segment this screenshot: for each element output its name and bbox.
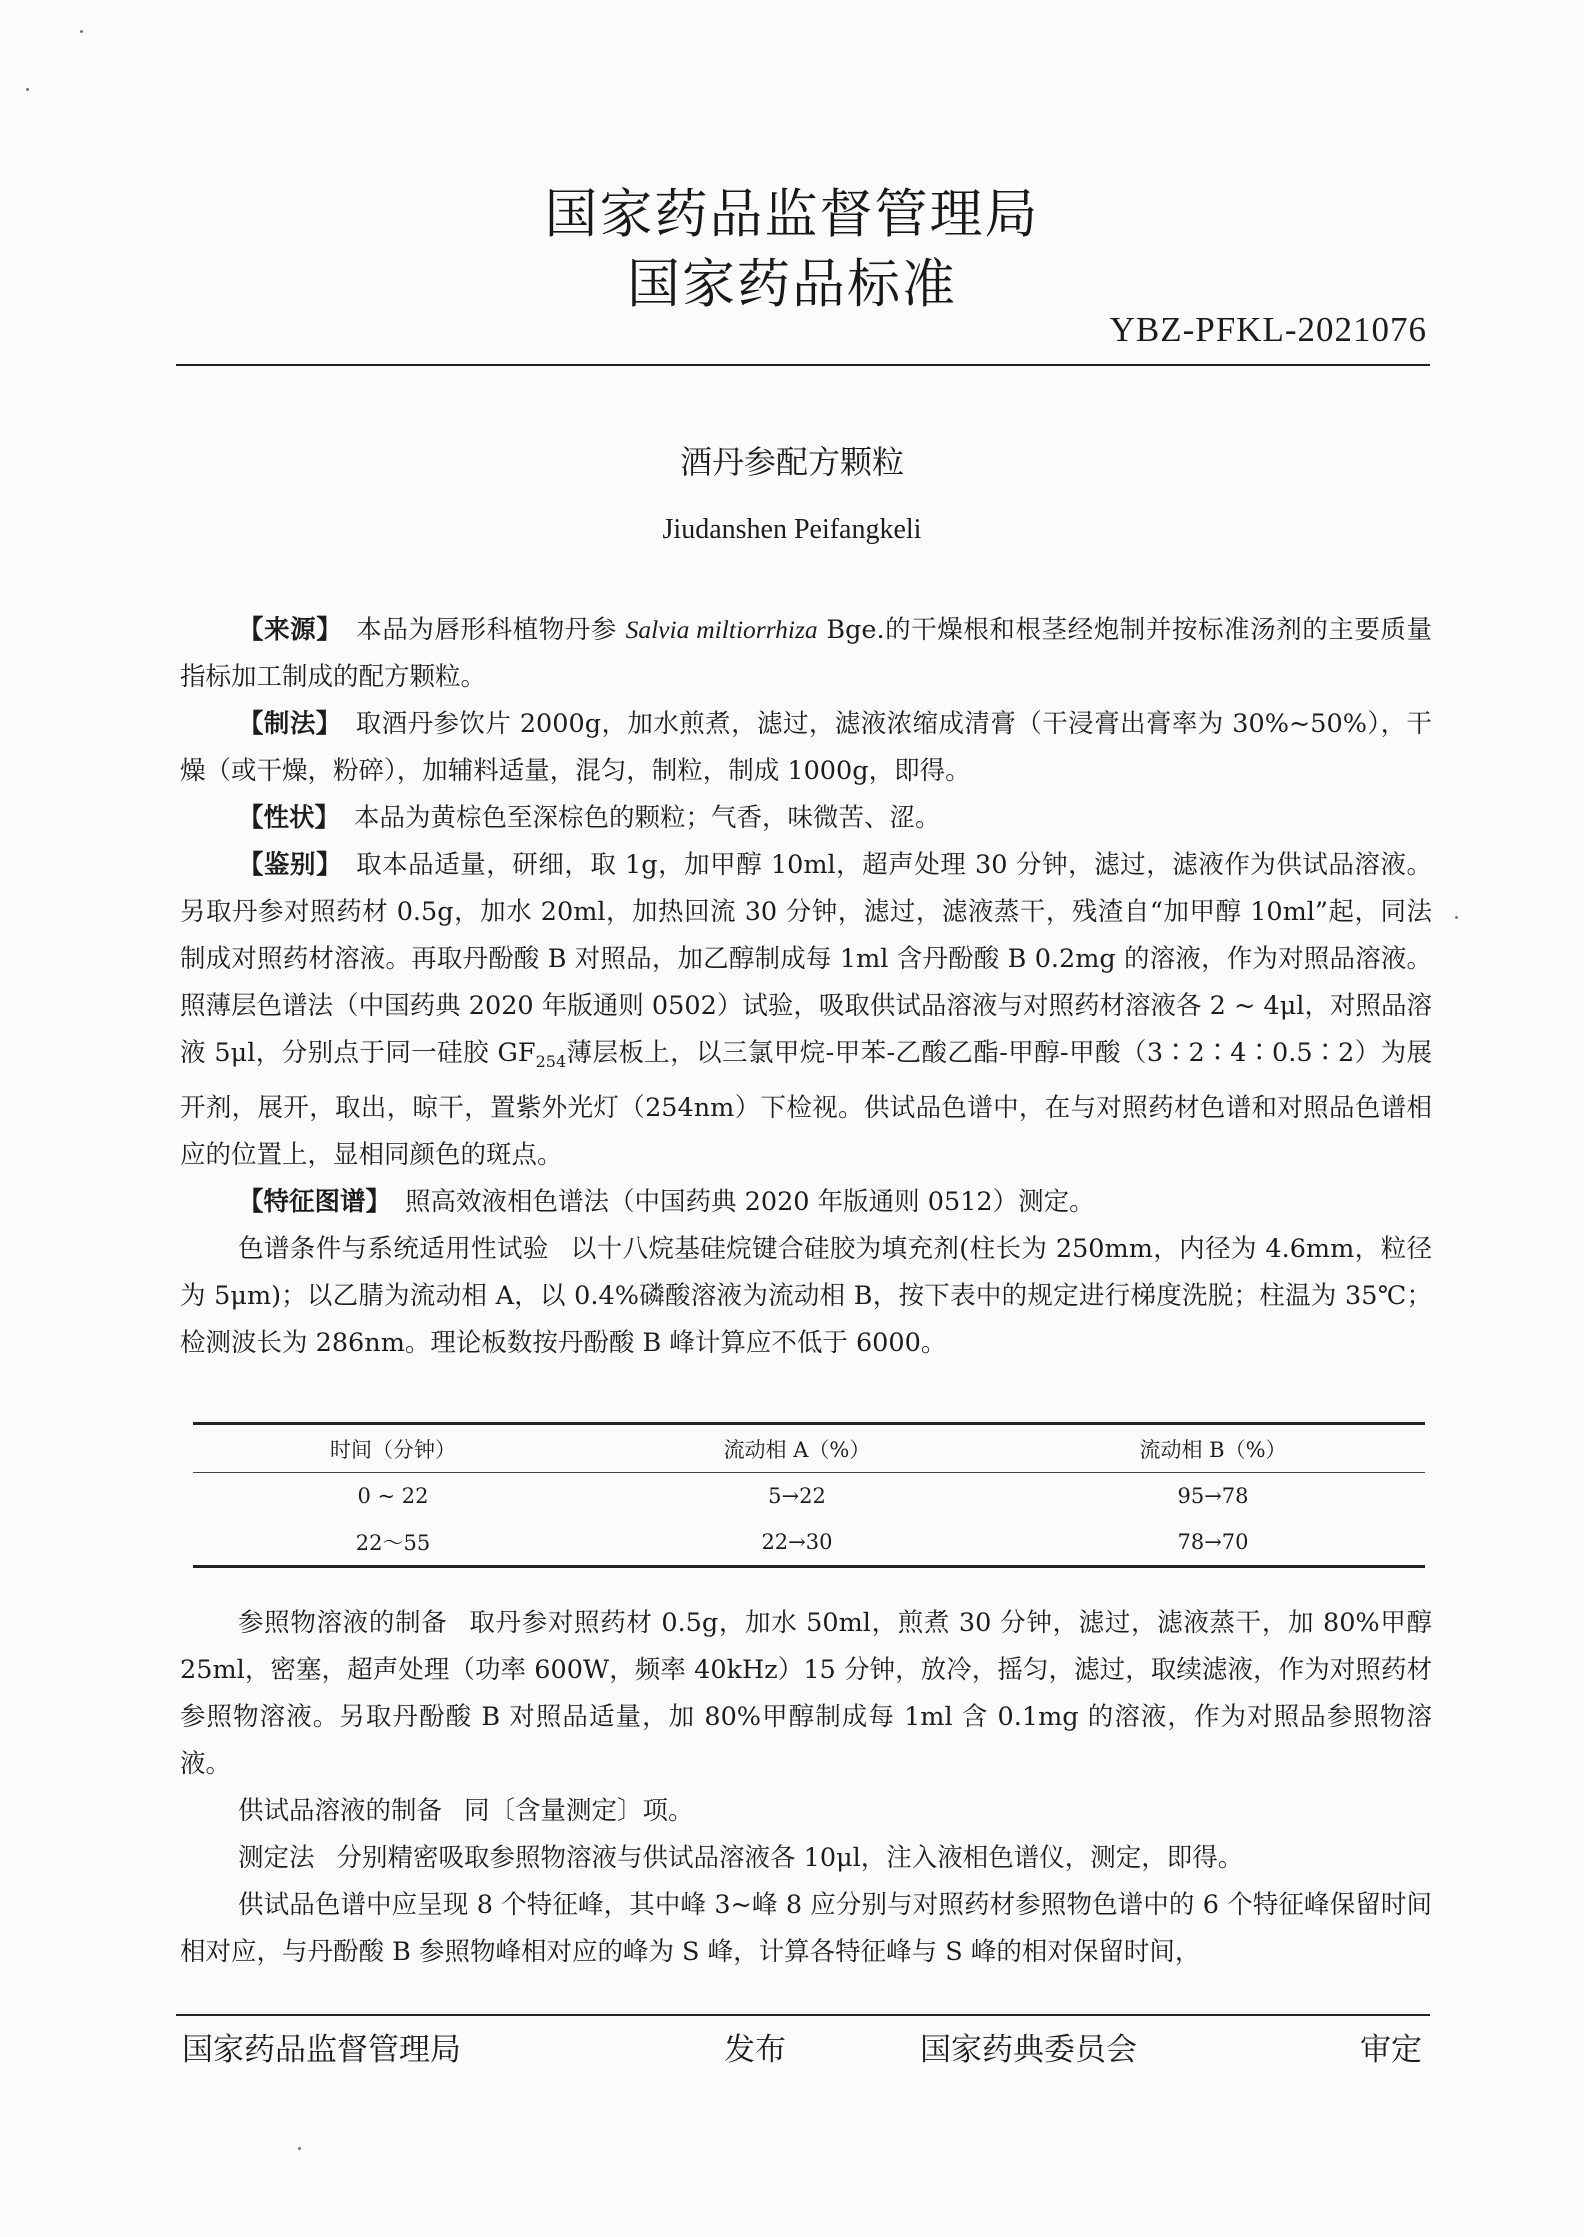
monograph-body [180, 606, 1432, 1367]
identification-label: 【鉴别】 [238, 850, 343, 880]
scan-speck [80, 30, 83, 33]
fingerprint-text: 照高效液相色谱法（中国药典 2020 年版通则 0512）测定。 [405, 1187, 1095, 1218]
footer-reviewer: 国家药典委员会 [920, 2032, 1137, 2068]
measurement-paragraph [180, 1835, 1432, 1882]
header-rule [176, 364, 1430, 366]
scan-speck [298, 2147, 301, 2150]
product-title-cn: 酒丹参配方颗粒 [679, 443, 904, 481]
character-paragraph [180, 795, 1432, 842]
standard-heading: 国家药品标准 [627, 254, 957, 315]
agency-heading: 国家药品监督管理局 [544, 184, 1040, 245]
source-text-b: Bge.的干燥根和根茎经炮制并按标准汤剂的主要质量指标加工制成的配方颗粒。 [180, 615, 1432, 692]
table-header-phase-b: 流动相 B（%） [1001, 1424, 1425, 1473]
test-solution-label: 供试品溶液的制备 [238, 1796, 443, 1826]
test-solution-paragraph [180, 1788, 1432, 1835]
table-header-row [193, 1424, 1425, 1473]
table-header-time: 时间（分钟） [193, 1424, 593, 1473]
identification-text-a: 取本品适量，研细，取 1g，加甲醇 10ml，超声处理 30 分钟，滤过，滤液作为供试品溶液。另取丹参对照药材 0.5g，加水 20ml，加热回流 30 分钟，滤过，滤液蒸干，残渣自“加甲醇 10ml”起，同法制成对照药材溶液。再取丹酚酸 B 对照品，加乙醇制成每 1ml 含丹酚酸 B 0.2mg 的溶液，作为对照品溶液。照薄层色谱法（中国药典 2020 年版通则 0502）试验，吸取供试品溶液与对照药材溶液各 2 ~ 4μl，对照品溶液 5μl，分别点于同一硅胶 GF [180, 850, 1432, 1068]
identification-subscript: 254 [535, 1052, 567, 1072]
character-label: 【性状】 [238, 803, 341, 833]
table-cell: 22→30 [593, 1519, 1001, 1567]
chromatography-text: 以十八烷基硅烷键合硅胶为填充剂(柱长为 250mm，内径为 4.6mm，粒径为 5μm)；以乙腈为流动相 A，以 0.4%磷酸溶液为流动相 B，按下表中的规定进行梯度洗脱；柱温为 35℃；检测波长为 286nm。理论板数按丹酚酸 B 峰计算应不低于 6000。 [180, 1234, 1432, 1359]
result-paragraph [180, 1882, 1432, 1976]
product-title-en: Jiudanshen Peifangkeli [662, 514, 922, 545]
reference-label: 参照物溶液的制备 [238, 1608, 448, 1638]
identification-text-b: 薄层板上，以三氯甲烷-甲苯-乙酸乙酯-甲醇-甲酸（3∶2∶4∶0.5∶2）为展开剂，展开，取出，晾干，置紫外光灯（254nm）下检视。供试品色谱中，在与对照药材色谱和对照品色谱相应的位置上，显相同颜色的斑点。 [180, 1038, 1432, 1171]
table-cell: 0 ~ 22 [357, 1484, 429, 1508]
method-paragraph [180, 701, 1432, 795]
table-cell: 5→22 [768, 1484, 826, 1508]
table-row [193, 1473, 1425, 1520]
method-text: 取酒丹参饮片 2000g，加水煎煮，滤过，滤液浓缩成清膏（干浸膏出膏率为 30%~50%），干燥（或干燥，粉碎），加辅料适量，混匀，制粒，制成 1000g，即得。 [180, 709, 1432, 786]
fingerprint-label: 【特征图谱】 [238, 1187, 392, 1218]
monograph-body-continued [180, 1600, 1432, 1976]
scan-speck [26, 88, 29, 91]
footer-review: 审定 [1360, 2032, 1422, 2068]
scan-speck [1455, 916, 1458, 919]
measurement-label: 测定法 [238, 1843, 315, 1873]
table-header-phase-a: 流动相 A（%） [593, 1424, 1001, 1473]
source-paragraph [180, 606, 1432, 701]
fingerprint-paragraph [180, 1179, 1432, 1226]
latin-name: Salvia miltiorrhiza [625, 615, 818, 644]
standard-code: YBZ-PFKL-2021076 [1109, 310, 1427, 349]
test-solution-text: 同〔含量测定〕项。 [464, 1796, 694, 1826]
identification-paragraph [180, 842, 1432, 1179]
source-text-a: 本品为唇形科植物丹参 [356, 615, 617, 645]
method-label: 【制法】 [238, 709, 342, 739]
table-cell: 78→70 [1001, 1519, 1425, 1567]
reference-paragraph [180, 1600, 1432, 1788]
table-row [193, 1519, 1425, 1567]
gradient-table [193, 1422, 1425, 1568]
footer-rule [176, 2014, 1430, 2016]
result-text: 供试品色谱中应呈现 8 个特征峰，其中峰 3~峰 8 应分别与对照药材参照物色谱中的 6 个特征峰保留时间相对应，与丹酚酸 B 参照物峰相对应的峰为 S 峰，计算各特征峰与 S 峰的相对保留时间， [180, 1890, 1432, 1967]
table-cell: 95→78 [1177, 1484, 1249, 1508]
footer-issuer: 国家药品监督管理局 [182, 2032, 461, 2068]
footer-publish: 发布 [724, 2032, 786, 2068]
reference-text: 取丹参对照药材 0.5g，加水 50ml，煎煮 30 分钟，滤过，滤液蒸干，加 80%甲醇 25ml，密塞，超声处理（功率 600W，频率 40kHz）15 分钟，放冷，摇匀，滤过，取续滤液，作为对照药材参照物溶液。另取丹酚酸 B 对照品适量，加 80%甲醇制成每 1ml 含 0.1mg 的溶液，作为对照品参照物溶液。 [180, 1608, 1432, 1779]
character-text: 本品为黄棕色至深棕色的颗粒；气香，味微苦、涩。 [354, 803, 941, 833]
chromatography-label: 色谱条件与系统适用性试验 [238, 1234, 549, 1265]
chromatography-paragraph [180, 1226, 1432, 1367]
source-label: 【来源】 [238, 615, 343, 645]
measurement-text: 分别精密吸取参照物溶液与供试品溶液各 10μl，注入液相色谱仪，测定，即得。 [336, 1843, 1244, 1873]
table-cell: 22～55 [193, 1519, 593, 1567]
